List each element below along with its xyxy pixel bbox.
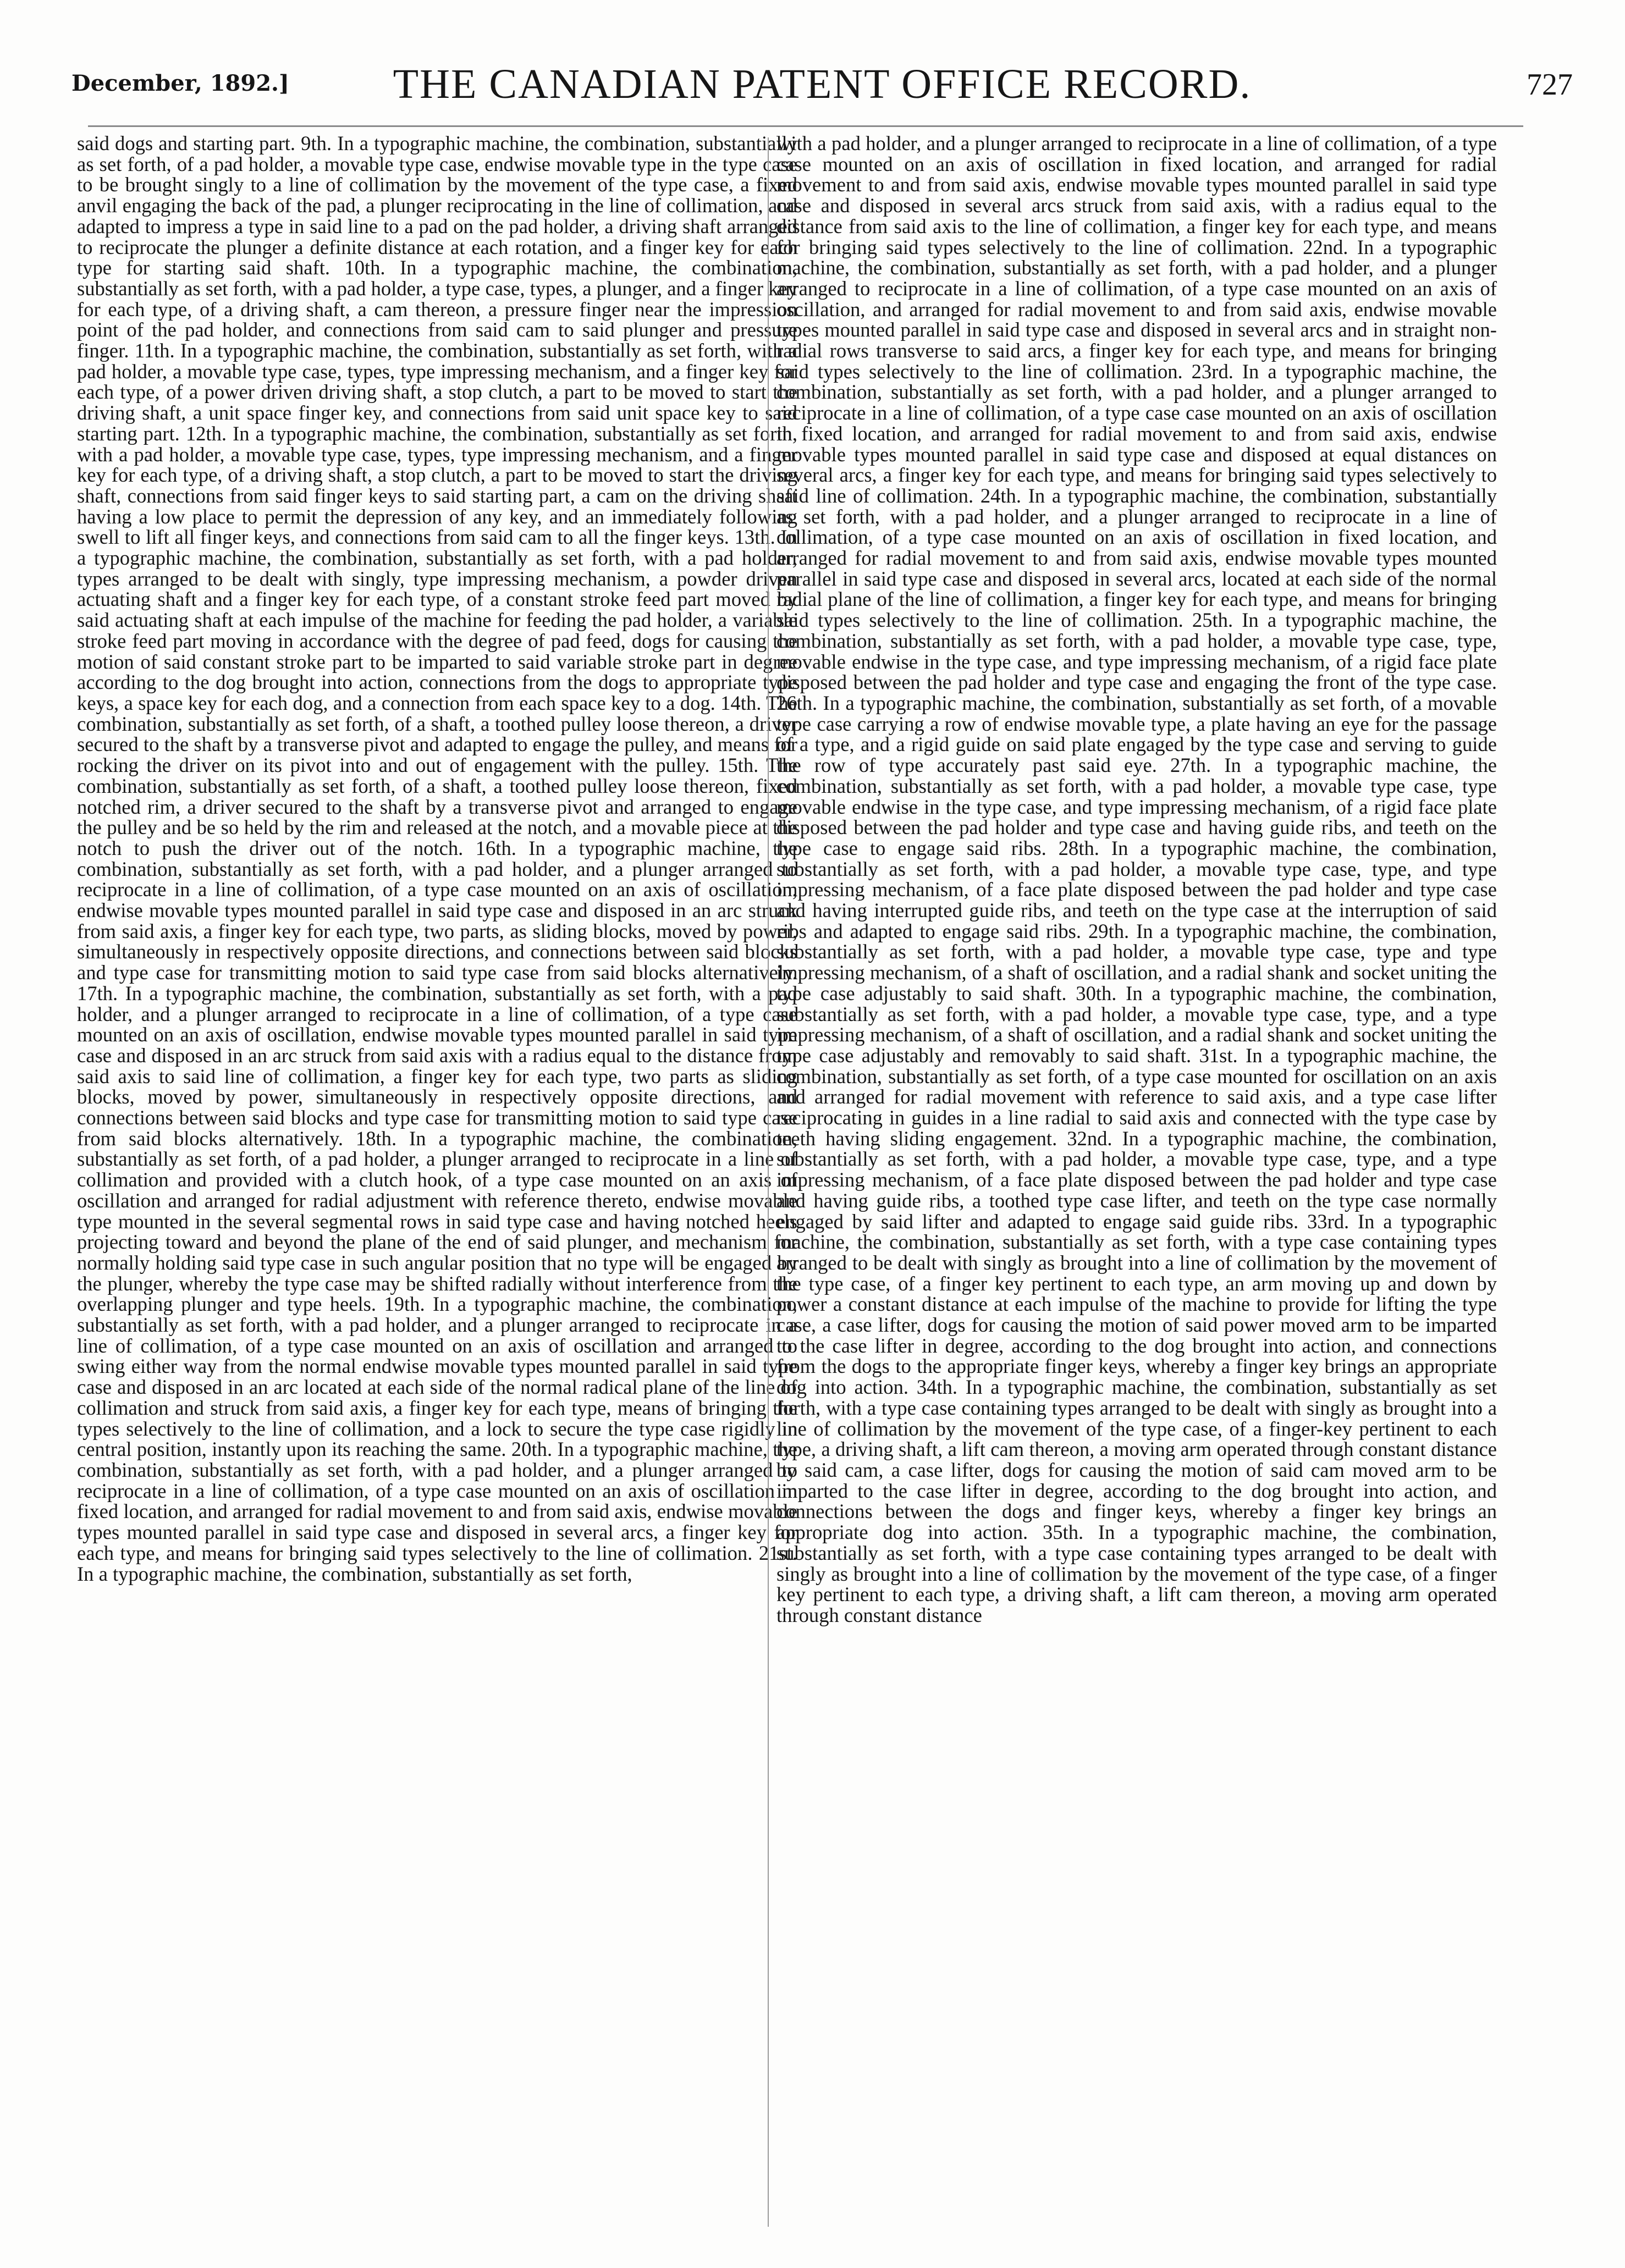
page-header <box>71 60 1573 110</box>
column-divider <box>768 137 769 2227</box>
publication-title: THE CANADIAN PATENT OFFICE RECORD. <box>393 61 1252 107</box>
text-column-left <box>77 133 797 2239</box>
page-number: 727 <box>1527 68 1573 102</box>
header-rule <box>88 125 1523 127</box>
text-column-right <box>776 133 1497 2239</box>
column-left-text: said dogs and starting part. 9th. In a typographic machine, the combination, substantially as set forth, of a pad holder, a movable type case, endwise movable type in the type case to be brought singly to a line of collimation by the movement of the type case, a fixed anvil engaging the back of the pad, a plunger reciprocating in the line of collimation, and adapted to impress a type in said line to a pad on the pad holder, a driving shaft arranged to reciprocate the plunger a definite distance at each rotation, and a finger key for each type for starting said shaft. 10th. In a typographic machine, the combination, substantially as set forth, with a pad holder, a type case, types, a plunger, and a finger key for each type, of a driving shaft, a cam thereon, a pressure finger near the impression point of the pad holder, and connections from said cam to said plunger and pressure finger. 11th. In a typographic machine, the combination, substantially as set forth, with a pad holder, a movable type case, types, type impressing mechanism, and a finger key for each type, of a power driven driving shaft, a stop clutch, a part to be moved to start the driving shaft, a unit space finger key, and connections from said unit space key to said starting part. 12th. In a typographic machine, the combination, substantially as set forth, with a pad holder, a movable type case, types, type impressing mechanism, and a finger key for each type, of a driving shaft, a stop clutch, a part to be moved to start the driving shaft, connections from said finger keys to said starting part, a cam on the driving shaft having a low place to permit the depression of any key, and an immediately following swell to lift all finger keys, and connections from said cam to all the finger keys. 13th. In a typographic machine, the combination, substantially as set forth, with a pad holder, types arranged to be dealt with singly, type impressing mechanism, a powder driven actuating shaft and a finger key for each type, of a constant stroke feed part moved by said actuating shaft at each impulse of the machine for feeding the pad holder, a variable stroke feed part moving in accordance with the degree of pad feed, dogs for causing the motion of said constant stroke part to be imparted to said variable stroke part in degree according to the dog brought into action, connections from the dogs to appropriate type keys, a space key for each dog, and a connection from each space key to a dog. 14th. The combination, substantially as set forth, of a shaft, a toothed pulley loose thereon, a driver secured to the shaft by a transverse pivot and adapted to engage the pulley, and means for rocking the driver on its pivot into and out of engagement with the pulley. 15th. The combination, substantially as set forth, of a shaft, a toothed pulley loose thereon, fixed notched rim, a driver secured to the shaft by a transverse pivot and arranged to engage the pulley and be so held by the rim and released at the notch, and a movable piece at the notch to push the driver out of the notch. 16th. In a typographic machine, the combination, substantially as set forth, with a pad holder, and a plunger arranged to reciprocate in a line of collimation, of a type case mounted on an axis of oscillation, endwise movable types mounted parallel in said type case and disposed in an arc struck from said axis, a finger key for each type, two parts, as sliding blocks, moved by power, simultaneously in respectively opposite directions, and connections between said blocks and type case for transmitting motion to said type case from said blocks alternatively. 17th. In a typographic machine, the combination, substantially as set forth, with a pad holder, and a plunger arranged to reciprocate in a line of collimation, of a type case mounted on an axis of oscillation, endwise movable types mounted parallel in said type case and disposed in an arc struck from said axis with a radius equal to the distance from said axis to said line of collimation, a finger key for each type, two parts as sliding blocks, moved by power, simultaneously in respectively opposite directions, and connections between said blocks and type case for transmitting motion to said type case from said blocks alternatively. 18th. In a typographic machine, the combination, substantially as set forth, of a pad holder, a plunger arranged to reciprocate in a line of collimation and provided with a clutch hook, of a type case mounted on an axis of oscillation and arranged for radial adjustment with reference thereto, endwise movable type mounted in the several segmental rows in said type case and having notched heels projecting toward and beyond the plane of the end of said plunger, and mechanism for normally holding said type case in such angular position that no type will be engaged by the plunger, whereby the type case may be shifted radially without interference from the overlapping plunger and type heels. 19th. In a typographic machine, the combination, substantially as set forth, with a pad holder, and a plunger arranged to reciprocate in a line of collimation, of a type case mounted on an axis of oscillation and arranged to swing either way from the normal endwise movable types mounted parallel in said type case and disposed in an arc located at each side of the normal radical plane of the line of collimation and struck from said axis, a finger key for each type, means of bringing the types selectively to the line of collimation, and a lock to secure the type case rigidly in central position, instantly upon its reaching the same. 20th. In a typographic machine, the combination, substantially as set forth, with a pad holder, and a plunger arranged to reciprocate in a line of collimation, of a type case mounted on an axis of oscillation in fixed location, and arranged for radial movement to and from said axis, endwise movable types mounted parallel in said type case and disposed in several arcs, a finger key for each type, and means for bringing said types selectively to the line of collimation. 21st. In a typographic machine, the combination, substantially as set forth, <box>77 133 797 1585</box>
issue-date: December, 1892.] <box>71 70 289 96</box>
column-right-text: with a pad holder, and a plunger arranged to reciprocate in a line of collimation, of a type case mounted on an axis of oscillation in fixed location, and arranged for radial movement to and from said axis, endwise movable types mounted parallel in said type case and disposed in several arcs struck from said axis, with a radius equal to the distance from said axis to the line of collimation, a finger key for each type, and means for bringing said types selectively to the line of collimation. 22nd. In a typographic machine, the combination, substantially as set forth, with a pad holder, and a plunger arranged to reciprocate in a line of collimation, of a type case mounted on an axis of oscillation, and arranged for radial movement to and from said axis, endwise movable types mounted parallel in said type case and disposed in several arcs and in straight non-radial rows transverse to said arcs, a finger key for each type, and means for bringing said types selectively to the line of collimation. 23rd. In a typographic machine, the combination, substantially as set forth, with a pad holder, and a plunger arranged to reciprocate in a line of collimation, of a type case case mounted on an axis of oscillation in fixed location, and arranged for radial movement to and from said axis, endwise movable types mounted parallel in said type case and disposed at equal distances on several arcs, a finger key for each type, and means for bringing said types selectively to said line of collimation. 24th. In a typographic machine, the combination, substantially as set forth, with a pad holder, and a plunger arranged to reciprocate in a line of collimation, of a type case mounted on an axis of oscillation in fixed location, and arranged for radial movement to and from said axis, endwise movable types mounted parallel in said type case and disposed in several arcs, located at each side of the normal radial plane of the line of collimation, a finger key for each type, and means for bringing said types selectively to the line of collimation. 25th. In a typographic machine, the combination, substantially as set forth, with a pad holder, a movable type case, type, movable endwise in the type case, and type impressing mechanism, of a rigid face plate disposed between the pad holder and type case and engaging the front of the type case. 26th. In a typographic machine, the combination, substantially as set forth, of a movable type case carrying a row of endwise movable type, a plate having an eye for the passage of a type, and a rigid guide on said plate engaged by the type case and serving to guide the row of type accurately past said eye. 27th. In a typographic machine, the combination, substantially as set forth, with a pad holder, a movable type case, type movable endwise in the type case, and type impressing mechanism, of a rigid face plate disposed between the pad holder and type case and having guide ribs, and teeth on the type case to engage said ribs. 28th. In a typographic machine, the combination, substantially as set forth, with a pad holder, a movable type case, type, and type impressing mechanism, of a face plate disposed between the pad holder and type case and having interrupted guide ribs, and teeth on the type case at the interruption of said ribs and adapted to engage said ribs. 29th. In a typographic machine, the combination, substantially as set forth, with a pad holder, a movable type case, type and type impressing mechanism, of a shaft of oscillation, and a radial shank and socket uniting the type case adjustably to said shaft. 30th. In a typographic machine, the combination, substantially as set forth, with a pad holder, a movable type case, type, and a type impressing mechanism, of a shaft of oscillation, and a radial shank and socket uniting the type case adjustably and removably to said shaft. 31st. In a typographic machine, the combination, substantially as set forth, of a type case mounted for oscillation on an axis and arranged for radial movement with reference to said axis, and a type case lifter reciprocating in guides in a line radial to said axis and connected with the type case by teeth having sliding engagement. 32nd. In a typographic machine, the combination, substantially as set forth, with a pad holder, a movable type case, type, and a type impressing mechanism, of a face plate disposed between the pad holder and type case and having guide ribs, a toothed type case lifter, and teeth on the type case normally engaged by said lifter and adapted to engage said guide ribs. 33rd. In a typographic machine, the combination, substantially as set forth, with a type case containing types arranged to be dealt with singly as brought into a line of collimation by the movement of the type case, of a finger key pertinent to each type, an arm moving up and down by power a constant distance at each impulse of the machine to provide for lifting the type case, a case lifter, dogs for causing the motion of said power moved arm to be imparted to the case lifter in degree, according to the dog brought into action, and connections from the dogs to the appropriate finger keys, whereby a finger key brings an appropriate dog into action. 34th. In a typographic machine, the combination, substantially as set forth, with a type case containing types arranged to be dealt with singly as brought into a line of collimation by the movement of the type case, of a finger-key pertinent to each type, a driving shaft, a lift cam thereon, a moving arm operated through constant distance by said cam, a case lifter, dogs for causing the motion of said cam moved arm to be imparted to the case lifter in degree, according to the dog brought into action, and connections between the dogs and finger keys, whereby a finger key brings an appropriate dog into action. 35th. In a typographic machine, the combination, substantially as set forth, with a type case containing types arranged to be dealt with singly as brought into a line of collimation by the movement of the type case, of a finger key pertinent to each type, a driving shaft, a lift cam thereon, a moving arm operated through constant distance <box>776 133 1497 1626</box>
